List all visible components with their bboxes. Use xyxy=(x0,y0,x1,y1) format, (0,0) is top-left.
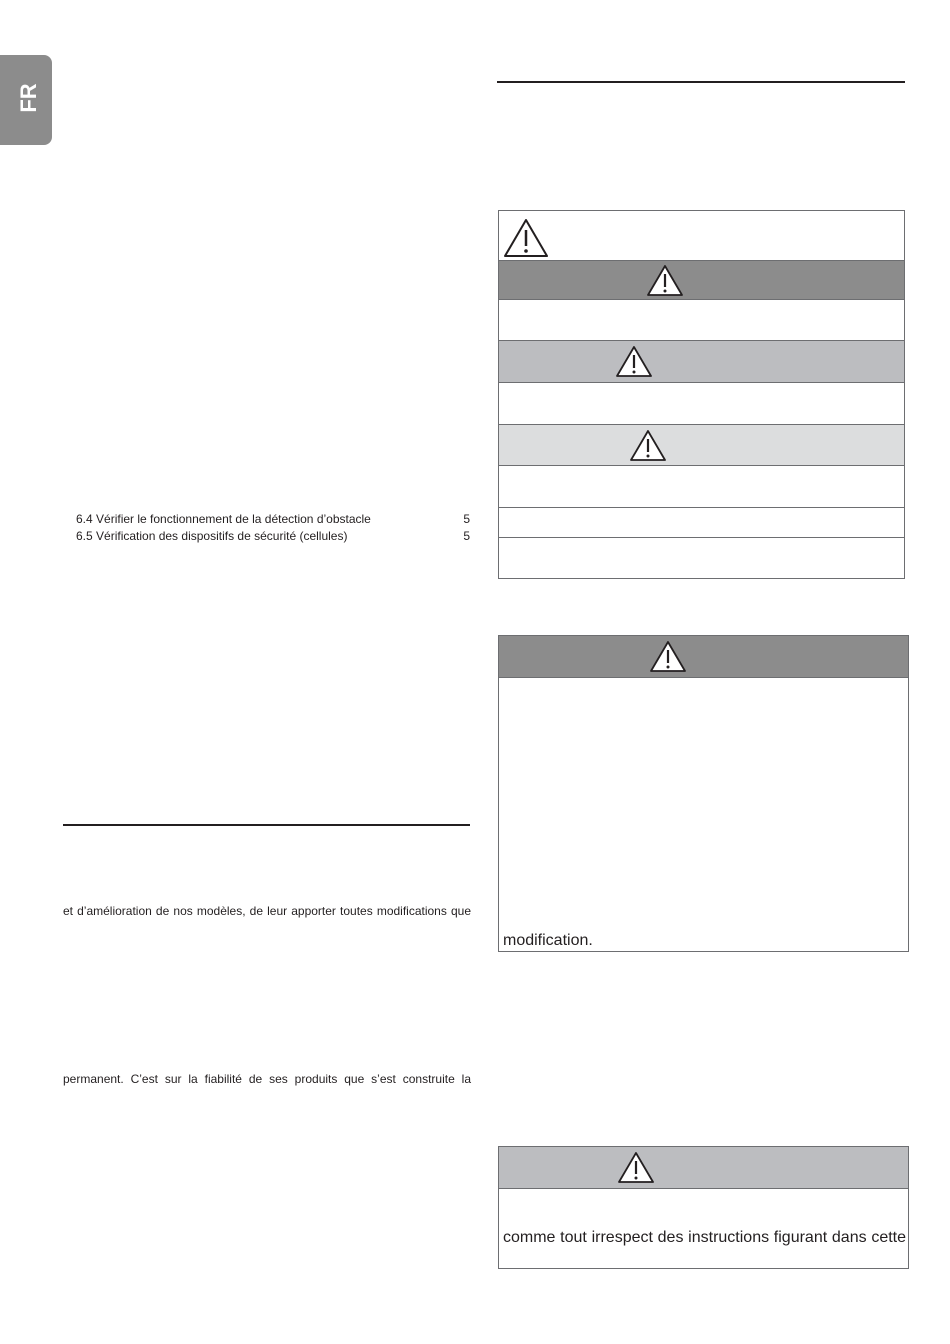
caution-box-header xyxy=(499,1147,908,1189)
danger-level-description xyxy=(499,299,904,340)
section-divider xyxy=(63,824,470,826)
warning-triangle-icon xyxy=(646,264,684,297)
warning-level-description xyxy=(499,382,904,424)
toc-entry xyxy=(76,528,470,544)
warning-triangle-icon xyxy=(629,429,667,462)
toc-entry-page: 5 xyxy=(463,512,470,526)
body-text-line: permanent. C’est sur la fiabilité de ses produits que s’est construite la xyxy=(63,1072,471,1086)
warning-triangle-icon xyxy=(615,345,653,378)
safety-warning-box xyxy=(498,635,909,952)
section-divider xyxy=(497,81,905,83)
toc-entry-label: 6.4 Vérifier le fonctionnement de la détection d’obstacle xyxy=(76,512,371,526)
safety-warning-header xyxy=(499,636,908,678)
warning-legend-box xyxy=(498,210,905,579)
language-tab xyxy=(0,55,52,145)
toc-entry xyxy=(76,511,470,527)
safety-warning-text: modification. xyxy=(503,932,593,949)
language-tab-label: FR xyxy=(16,83,41,113)
caution-level-band xyxy=(499,424,904,465)
body-text-line: et d’amélioration de nos modèles, de leur apporter toutes modifications que xyxy=(63,904,471,918)
info-level-row xyxy=(499,507,904,537)
danger-level-band xyxy=(499,260,904,299)
warning-level-band xyxy=(499,340,904,382)
caution-box-text: comme tout irrespect des instructions figurant dans cette xyxy=(503,1229,906,1246)
toc-entry-label: 6.5 Vérification des dispositifs de sécurité (cellules) xyxy=(76,529,348,543)
info-level-description xyxy=(499,537,904,578)
caution-level-description xyxy=(499,465,904,507)
warning-triangle-icon xyxy=(617,1151,655,1184)
caution-box xyxy=(498,1146,909,1269)
warning-triangle-icon xyxy=(649,640,687,673)
toc-entry-page: 5 xyxy=(463,529,470,543)
warning-triangle-icon xyxy=(503,218,549,258)
